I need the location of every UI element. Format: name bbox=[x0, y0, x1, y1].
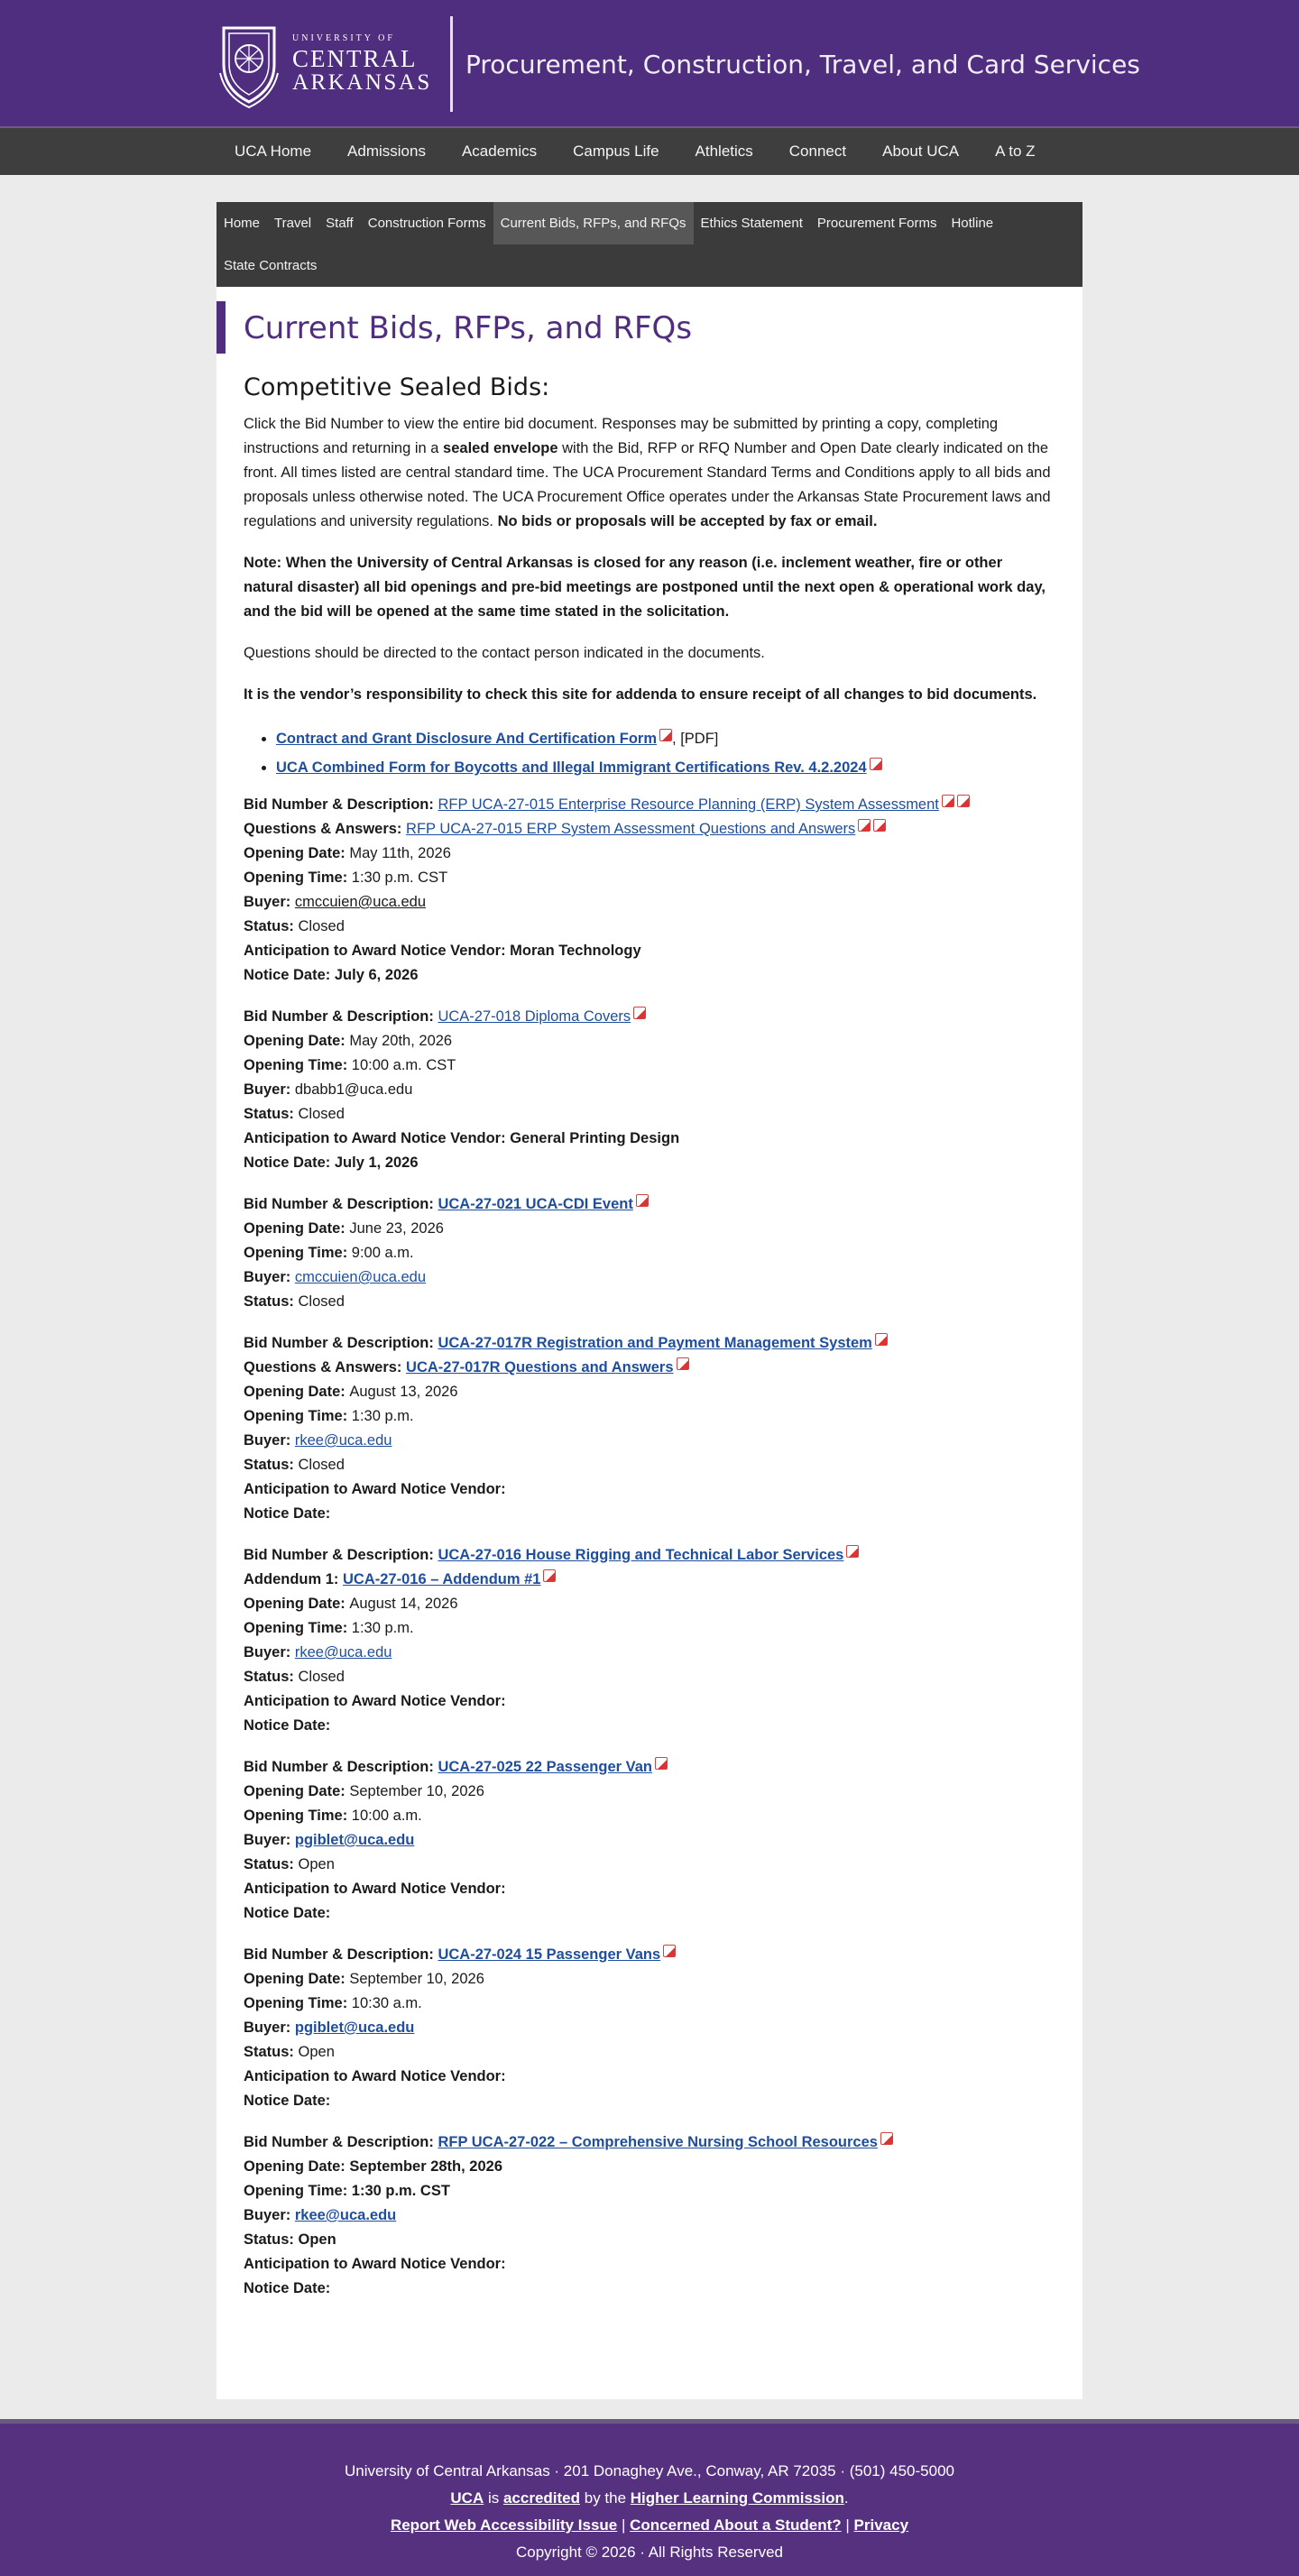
bid-field-value: 1:30 p.m. bbox=[351, 1408, 414, 1424]
bid-field-value: August 13, 2026 bbox=[349, 1384, 458, 1400]
bid-field-opening-time bbox=[244, 1241, 1055, 1265]
bid-field-label: Buyer: bbox=[244, 1269, 291, 1285]
form-link[interactable]: UCA Combined Form for Boycotts and Illegal Immigrant Certifications Rev. 4.2.2024 bbox=[276, 759, 867, 776]
form-list-item bbox=[276, 753, 1055, 782]
bid-field-opening-date bbox=[244, 1217, 1055, 1241]
pdf-icon bbox=[875, 1333, 888, 1346]
bid-field-notice-date bbox=[244, 1502, 1055, 1526]
bid-block bbox=[244, 1543, 1055, 1738]
bid-field-label: Opening Date: bbox=[244, 1220, 345, 1237]
bid-field-anticipation-to-award-notice-vendor bbox=[244, 1477, 1055, 1502]
bid-field-value: Open bbox=[298, 1856, 335, 1872]
bid-field-label: Notice Date: bbox=[244, 967, 331, 983]
bid-field-value: cmccuien@uca.edu bbox=[294, 894, 427, 910]
bid-field-label: Opening Time: bbox=[244, 1808, 348, 1824]
bid-field-anticipation-to-award-notice-vendor bbox=[244, 2065, 1055, 2089]
bid-field-label: Opening Date: bbox=[244, 1384, 345, 1400]
global-nav bbox=[0, 128, 1299, 175]
bid-field-questions-answers bbox=[244, 1356, 1055, 1380]
bid-field-value: May 20th, 2026 bbox=[349, 1033, 453, 1049]
bid-field-label: Status: bbox=[244, 918, 294, 934]
bid-field-value: September 10, 2026 bbox=[349, 1971, 484, 1987]
bid-field-value: August 14, 2026 bbox=[349, 1596, 458, 1612]
bid-field-label: Opening Time: bbox=[244, 1408, 348, 1424]
bid-field-buyer bbox=[244, 1828, 1055, 1853]
bids-list bbox=[244, 793, 1055, 2301]
intro-no-fax: No bids or proposals will be accepted by fax or email. bbox=[497, 513, 878, 529]
bid-field-link[interactable]: pgiblet@uca.edu bbox=[294, 2019, 415, 2036]
bid-field-label: Status: bbox=[244, 1457, 294, 1473]
bid-field-buyer bbox=[244, 1265, 1055, 1290]
footer-privacy-link[interactable]: Privacy bbox=[853, 2516, 909, 2534]
intro-text-2: with the Bid, RFP or RFQ Number and Open Date clearly indicated on the front. All times listed are central standard time. The UCA Procurement Standard Terms and Conditions apply to all bids and proposals unless otherwise noted. The UCA Procurement Office operates under the Arkansas State Procurement laws and regulations and university regulations. bbox=[244, 440, 1051, 529]
intro-paragraph bbox=[244, 412, 1055, 534]
bid-field-label: Bid Number & Description: bbox=[244, 1946, 434, 1963]
bid-block bbox=[244, 1005, 1055, 1175]
closure-note: Note: When the University of Central Arkansas is closed for any reason (i.e. inclement weather, fire or other natural disaster) all bid openings and pre-bid meetings are postponed until the next open & operational work day, and the bid will be opened at the same time stated in the solicitation. bbox=[244, 555, 1046, 620]
footer-hlc-link[interactable]: Higher Learning Commission bbox=[630, 2489, 844, 2507]
pdf-icon bbox=[636, 1194, 649, 1207]
main-content bbox=[216, 287, 1082, 2399]
bid-field-label: Notice Date: bbox=[244, 2093, 331, 2109]
bid-field-label: Opening Time: bbox=[244, 869, 348, 886]
footer-period: . bbox=[843, 2489, 849, 2507]
global-nav-campus-life[interactable]: Campus Life bbox=[573, 143, 659, 160]
bid-field-label: Opening Date: bbox=[244, 1971, 345, 1987]
pdf-icon bbox=[633, 1007, 646, 1019]
bid-field-opening-date bbox=[244, 1967, 1055, 1992]
bid-field-buyer bbox=[244, 1429, 1055, 1453]
bid-field-label: Buyer: bbox=[244, 894, 291, 910]
bid-field-label: Anticipation to Award Notice Vendor: bbox=[244, 2256, 506, 2272]
bid-field-label: Anticipation to Award Notice Vendor: bbox=[244, 1481, 506, 1497]
bid-field-label: Bid Number & Description: bbox=[244, 1008, 434, 1025]
bid-field-anticipation-to-award-notice-vendor bbox=[244, 2252, 1055, 2277]
bid-field-bid-number-description bbox=[244, 1943, 1055, 1967]
bid-field-link[interactable]: UCA-27-018 Diploma Covers bbox=[438, 1008, 631, 1025]
pdf-icon bbox=[663, 1945, 676, 1957]
logo-central: CENTRAL bbox=[292, 45, 418, 72]
bid-field-label: Questions & Answers: bbox=[244, 1359, 402, 1375]
bid-field-label: Notice Date: bbox=[244, 1155, 331, 1171]
logo-arkansas: ARKANSAS bbox=[292, 70, 432, 95]
bid-field-addendum-1 bbox=[244, 1568, 1055, 1592]
site-header bbox=[0, 0, 1299, 128]
bid-field-link[interactable]: rkee@uca.edu bbox=[294, 1432, 392, 1449]
content-wrap bbox=[216, 175, 1082, 2399]
bid-field-notice-date bbox=[244, 2089, 1055, 2113]
bid-field-status bbox=[244, 915, 1055, 939]
bid-field-bid-number-description bbox=[244, 1331, 1055, 1356]
sub-nav-current-bids-rfps-and-rfqs[interactable]: Current Bids, RFPs, and RFQs bbox=[493, 202, 694, 244]
bid-field-value: General Printing Design bbox=[510, 1130, 680, 1146]
bid-field-anticipation-to-award-notice-vendor bbox=[244, 939, 1055, 963]
bid-field-bid-number-description bbox=[244, 1755, 1055, 1780]
bid-field-value: 10:00 a.m. CST bbox=[351, 1057, 456, 1073]
pdf-icon bbox=[677, 1357, 689, 1370]
section-heading: Competitive Sealed Bids: bbox=[244, 373, 550, 401]
sub-nav-staff[interactable]: Staff bbox=[326, 216, 354, 231]
uca-seal-icon bbox=[216, 19, 281, 109]
bid-field-opening-time bbox=[244, 866, 1055, 890]
bid-field-label: Opening Time: bbox=[244, 1245, 348, 1261]
bid-field-opening-time bbox=[244, 1804, 1055, 1828]
bid-field-value: July 1, 2026 bbox=[334, 1155, 419, 1171]
bid-field-label: Bid Number & Description: bbox=[244, 1547, 434, 1563]
bid-field-buyer bbox=[244, 1641, 1055, 1665]
footer-copyright: Copyright © 2026 · All Rights Reserved bbox=[516, 2544, 783, 2561]
bid-field-label: Anticipation to Award Notice Vendor: bbox=[244, 1881, 506, 1897]
logo-wordmark bbox=[292, 34, 432, 94]
bid-field-label: Opening Time: 1:30 p.m. CST bbox=[244, 2183, 450, 2199]
forms-list bbox=[276, 724, 1055, 782]
bid-field-label: Bid Number & Description: bbox=[244, 1759, 434, 1775]
bid-field-link[interactable]: RFP UCA-27-015 Enterprise Resource Planning (ERP) System Assessment bbox=[438, 796, 939, 813]
bid-field-label: Addendum 1: bbox=[244, 1571, 339, 1587]
sub-nav-construction-forms[interactable]: Construction Forms bbox=[367, 216, 486, 231]
bid-field-label: Buyer: bbox=[244, 1432, 291, 1449]
bid-field-link[interactable]: UCA-27-017R Registration and Payment Management System bbox=[438, 1335, 872, 1351]
bid-field-opening-time bbox=[244, 2179, 1055, 2203]
bid-field-label: Notice Date: bbox=[244, 1905, 331, 1921]
bid-block bbox=[244, 1331, 1055, 1526]
bid-block bbox=[244, 1192, 1055, 1314]
footer-uca-link[interactable]: UCA bbox=[450, 2489, 484, 2507]
bid-field-label: Status: bbox=[244, 1106, 294, 1122]
bid-field-value: Closed bbox=[298, 1669, 345, 1685]
bid-field-label: Bid Number & Description: bbox=[244, 796, 434, 813]
global-nav-connect[interactable]: Connect bbox=[788, 143, 847, 160]
bid-field-notice-date bbox=[244, 963, 1055, 988]
pdf-icon bbox=[873, 819, 886, 832]
intro-sealed-envelope: sealed envelope bbox=[443, 440, 558, 456]
bid-field-buyer bbox=[244, 2203, 1055, 2228]
bid-field-status bbox=[244, 2228, 1055, 2252]
bid-field-opening-date bbox=[244, 842, 1055, 866]
bid-field-label: Opening Date: bbox=[244, 845, 345, 861]
bid-field-link[interactable]: pgiblet@uca.edu bbox=[294, 1832, 415, 1848]
bid-field-value: 1:30 p.m. CST bbox=[351, 869, 448, 886]
bid-field-label: Opening Time: bbox=[244, 1057, 348, 1073]
bid-field-label: Opening Time: bbox=[244, 1620, 348, 1636]
bid-field-value: Closed bbox=[298, 1457, 345, 1473]
site-footer bbox=[0, 2419, 1299, 2576]
sub-nav-hotline[interactable]: Hotline bbox=[951, 216, 994, 231]
pdf-icon bbox=[880, 2132, 893, 2145]
bid-field-value: Closed bbox=[298, 1106, 345, 1122]
bid-field-label: Status: Open bbox=[244, 2231, 336, 2248]
bid-field-label: Buyer: bbox=[244, 1081, 291, 1098]
bid-field-opening-date bbox=[244, 2155, 1055, 2179]
bid-field-link[interactable]: UCA-27-017R Questions and Answers bbox=[406, 1359, 674, 1375]
bid-field-label: Buyer: bbox=[244, 1832, 291, 1848]
footer-by-the: by the bbox=[580, 2489, 631, 2507]
pdf-icon bbox=[655, 1757, 668, 1770]
global-nav-academics[interactable]: Academics bbox=[461, 143, 538, 160]
bid-field-anticipation-to-award-notice-vendor bbox=[244, 1877, 1055, 1901]
bid-block bbox=[244, 2130, 1055, 2301]
footer-concerned-link[interactable]: Concerned About a Student? bbox=[630, 2516, 842, 2534]
sub-nav-procurement-forms[interactable]: Procurement Forms bbox=[816, 216, 937, 231]
bid-block bbox=[244, 1755, 1055, 1926]
bid-field-value: Closed bbox=[298, 918, 345, 934]
bid-field-bid-number-description bbox=[244, 793, 1055, 817]
bid-field-value: 9:00 a.m. bbox=[351, 1245, 414, 1261]
sub-nav-state-contracts[interactable]: State Contracts bbox=[224, 258, 318, 273]
bid-field-status bbox=[244, 1102, 1055, 1127]
footer-is: is bbox=[484, 2489, 503, 2507]
bid-field-questions-answers bbox=[244, 817, 1055, 842]
bid-field-label: Buyer: bbox=[244, 2019, 291, 2036]
bid-field-status bbox=[244, 1853, 1055, 1877]
bid-field-bid-number-description bbox=[244, 2130, 1055, 2155]
bid-field-link[interactable]: UCA-27-025 22 Passenger Van bbox=[438, 1759, 652, 1775]
bid-field-link[interactable]: RFP UCA-27-015 ERP System Assessment Questions and Answers bbox=[406, 821, 856, 837]
bid-field-label: Opening Date: September 28th, 2026 bbox=[244, 2158, 503, 2175]
intro-text-1: Click the Bid Number to view the entire bid document. Responses may be submitted by printing a copy, completing instructions and returning in a bbox=[244, 416, 999, 456]
bid-field-opening-time bbox=[244, 1053, 1055, 1078]
global-nav-a-to-z[interactable]: A to Z bbox=[995, 143, 1036, 160]
pdf-icon bbox=[659, 729, 672, 741]
bid-field-link[interactable]: cmccuien@uca.edu bbox=[294, 1269, 427, 1285]
pdf-icon bbox=[957, 795, 970, 807]
bid-block bbox=[244, 793, 1055, 988]
bid-field-label: Opening Date: bbox=[244, 1783, 345, 1799]
bid-field-link[interactable]: RFP UCA-27-022 – Comprehensive Nursing School Resources bbox=[438, 2134, 878, 2150]
bid-field-value: 1:30 p.m. bbox=[351, 1620, 414, 1636]
bid-field-opening-date bbox=[244, 1780, 1055, 1804]
bid-field-label: Anticipation to Award Notice Vendor: bbox=[244, 1693, 506, 1709]
bid-field-opening-date bbox=[244, 1029, 1055, 1053]
bid-field-label: Buyer: bbox=[244, 1644, 291, 1661]
footer-links bbox=[0, 2512, 1299, 2539]
global-nav-about-uca[interactable]: About UCA bbox=[882, 143, 960, 160]
global-nav-admissions[interactable]: Admissions bbox=[347, 143, 426, 160]
bid-field-label: Bid Number & Description: bbox=[244, 1196, 434, 1212]
footer-accreditation bbox=[0, 2485, 1299, 2512]
pdf-icon bbox=[870, 758, 882, 770]
bid-field-value: May 11th, 2026 bbox=[349, 845, 451, 861]
bid-field-bid-number-description bbox=[244, 1005, 1055, 1029]
bid-field-notice-date bbox=[244, 1714, 1055, 1738]
sub-nav bbox=[216, 202, 1082, 287]
form-list-item bbox=[276, 724, 1055, 753]
bid-field-label: Notice Date: bbox=[244, 1505, 331, 1522]
page-body bbox=[216, 373, 1082, 2301]
bid-field-link[interactable]: rkee@uca.edu bbox=[294, 2207, 397, 2223]
bid-block bbox=[244, 1943, 1055, 2113]
bid-field-label: Bid Number & Description: bbox=[244, 1335, 434, 1351]
bid-field-link[interactable]: rkee@uca.edu bbox=[294, 1644, 392, 1661]
bid-field-anticipation-to-award-notice-vendor bbox=[244, 1127, 1055, 1151]
bid-field-notice-date bbox=[244, 1151, 1055, 1175]
global-nav-list bbox=[0, 128, 1299, 175]
bid-field-label: Status: bbox=[244, 1856, 294, 1872]
bid-field-value: 10:30 a.m. bbox=[351, 1995, 422, 2011]
bid-field-value: 10:00 a.m. bbox=[351, 1808, 422, 1824]
bid-field-notice-date bbox=[244, 1901, 1055, 1926]
bid-field-buyer bbox=[244, 1078, 1055, 1102]
bid-field-status bbox=[244, 1453, 1055, 1477]
bid-field-value: June 23, 2026 bbox=[349, 1220, 444, 1237]
bid-field-label: Status: bbox=[244, 1293, 294, 1310]
bid-field-label: Opening Time: bbox=[244, 1995, 348, 2011]
form-link[interactable]: Contract and Grant Disclosure And Certification Form bbox=[276, 731, 658, 747]
bid-field-status bbox=[244, 1290, 1055, 1314]
bid-field-value: Closed bbox=[298, 1293, 345, 1310]
form-suffix: , [PDF] bbox=[672, 731, 719, 747]
bid-field-value: dbabb1@uca.edu bbox=[294, 1081, 413, 1098]
bid-field-value: September 10, 2026 bbox=[349, 1783, 484, 1799]
bid-field-bid-number-description bbox=[244, 1543, 1055, 1568]
bid-field-label: Notice Date: bbox=[244, 2280, 331, 2296]
bid-field-link[interactable]: UCA-27-016 House Rigging and Technical Labor Services bbox=[438, 1547, 844, 1563]
pdf-icon bbox=[858, 819, 871, 832]
bid-field-label: Opening Date: bbox=[244, 1033, 345, 1049]
page-title: Current Bids, RFPs, and RFQs bbox=[216, 301, 1082, 354]
bid-field-value: July 6, 2026 bbox=[334, 967, 419, 983]
bid-field-label: Bid Number & Description: bbox=[244, 2134, 434, 2150]
sub-nav-travel[interactable]: Travel bbox=[274, 216, 312, 231]
bid-field-label: Anticipation to Award Notice Vendor: Moran Technology bbox=[244, 943, 641, 959]
bid-field-notice-date bbox=[244, 2277, 1055, 2301]
bid-field-value: Open bbox=[298, 2044, 335, 2060]
bid-field-label: Status: bbox=[244, 2044, 294, 2060]
bid-field-label: Notice Date: bbox=[244, 1717, 331, 1734]
bid-field-opening-date bbox=[244, 1592, 1055, 1616]
uca-logo[interactable] bbox=[216, 16, 453, 112]
global-nav-uca-home[interactable]: UCA Home bbox=[235, 143, 312, 160]
footer-address: University of Central Arkansas · 201 Donaghey Ave., Conway, AR 72035 · (501) 450-5000 bbox=[345, 2462, 954, 2479]
bid-field-buyer bbox=[244, 2016, 1055, 2040]
bid-field-label: Status: bbox=[244, 1669, 294, 1685]
bid-field-label: Anticipation to Award Notice Vendor: bbox=[244, 1130, 506, 1146]
bid-field-opening-time bbox=[244, 1992, 1055, 2016]
footer-separator: | bbox=[841, 2516, 854, 2534]
vendor-responsibility: It is the vendor’s responsibility to check this site for addenda to ensure receipt of all changes to bid documents. bbox=[244, 686, 1037, 703]
bid-field-opening-date bbox=[244, 1380, 1055, 1404]
global-nav-athletics[interactable]: Athletics bbox=[695, 143, 753, 160]
pdf-icon bbox=[846, 1545, 859, 1558]
bid-field-buyer bbox=[244, 890, 1055, 915]
footer-accredited-link[interactable]: accredited bbox=[502, 2489, 581, 2507]
bid-field-link[interactable]: UCA-27-024 15 Passenger Vans bbox=[438, 1946, 661, 1963]
pdf-icon bbox=[543, 1569, 556, 1582]
footer-separator: | bbox=[617, 2516, 631, 2534]
bid-field-link[interactable]: UCA-27-016 – Addendum #1 bbox=[343, 1571, 541, 1587]
header-inner bbox=[216, 16, 1140, 112]
bid-field-status bbox=[244, 1665, 1055, 1689]
bid-field-label: Buyer: bbox=[244, 2207, 291, 2223]
bid-field-label: Opening Date: bbox=[244, 1596, 345, 1612]
bid-field-link[interactable]: UCA-27-021 UCA-CDI Event bbox=[438, 1196, 633, 1212]
bid-field-opening-time bbox=[244, 1404, 1055, 1429]
bid-field-anticipation-to-award-notice-vendor bbox=[244, 1689, 1055, 1714]
logo-university-of: UNIVERSITY OF bbox=[292, 33, 395, 43]
questions-note: Questions should be directed to the contact person indicated in the documents. bbox=[244, 645, 765, 661]
bid-field-opening-time bbox=[244, 1616, 1055, 1641]
bid-field-label: Questions & Answers: bbox=[244, 821, 402, 837]
bid-field-label: Anticipation to Award Notice Vendor: bbox=[244, 2068, 506, 2084]
pdf-icon bbox=[942, 795, 954, 807]
sub-nav-home[interactable]: Home bbox=[224, 216, 261, 231]
bid-field-status bbox=[244, 2040, 1055, 2065]
footer-accessibility-link[interactable]: Report Web Accessibility Issue bbox=[390, 2516, 618, 2534]
bid-field-bid-number-description bbox=[244, 1192, 1055, 1217]
site-title[interactable]: Procurement, Construction, Travel, and Card Services bbox=[465, 49, 1140, 79]
sub-nav-ethics-statement[interactable]: Ethics Statement bbox=[700, 216, 803, 231]
